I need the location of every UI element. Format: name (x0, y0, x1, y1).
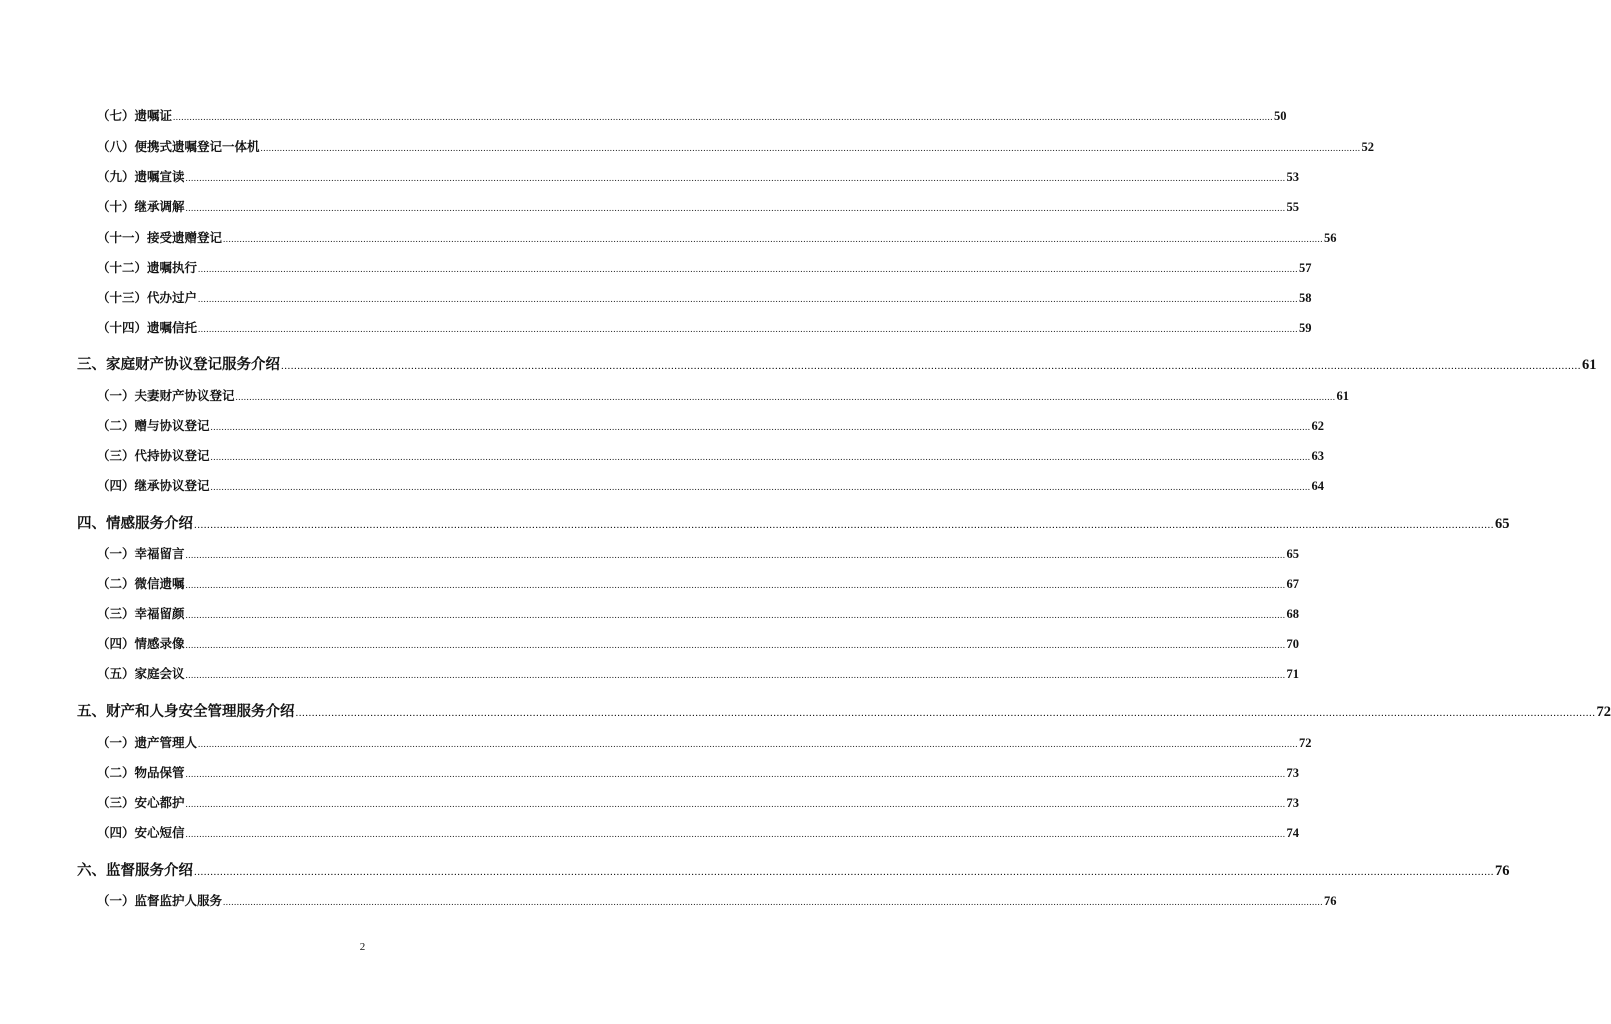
toc-entry-label: （二）微信遗嘱 (97, 576, 185, 591)
leader-dots: ................................................................................................................................................................................................................................................................................................................................................................................................................ (198, 739, 1299, 749)
toc-entry[interactable] (97, 664, 1300, 682)
leader-dots: ................................................................................................................................................................................................................................................................................................................................................................................................................ (194, 866, 1494, 878)
toc-entry[interactable] (97, 416, 1325, 434)
toc-entry[interactable] (97, 476, 1325, 494)
toc-entry[interactable] (97, 318, 1312, 336)
leader-dots: ................................................................................................................................................................................................................................................................................................................................................................................................................ (223, 897, 1324, 907)
leader-dots: ................................................................................................................................................................................................................................................................................................................................................................................................................ (173, 112, 1274, 122)
toc-entry-page: 65 (1286, 547, 1300, 561)
toc-entry[interactable] (97, 228, 1337, 246)
toc-entry-label: （一）遗产管理人 (97, 735, 198, 750)
toc-entry-page: 64 (1311, 479, 1325, 493)
toc-entry-label: （十四）遗嘱信托 (97, 320, 198, 335)
leader-dots: ................................................................................................................................................................................................................................................................................................................................................................................................................ (185, 670, 1286, 680)
toc-section[interactable] (77, 700, 1611, 721)
toc-entry-label: （二）物品保管 (97, 765, 185, 780)
toc-entry[interactable] (97, 574, 1300, 592)
toc-entry-label: （十三）代办过户 (97, 290, 198, 305)
toc-entry-page: 68 (1286, 607, 1300, 621)
leader-dots: ................................................................................................................................................................................................................................................................................................................................................................................................................ (185, 580, 1286, 590)
toc-section-label: 六、监督服务介绍 (77, 862, 193, 879)
toc-entry-label: （四）情感录像 (97, 636, 185, 651)
leader-dots: ................................................................................................................................................................................................................................................................................................................................................................................................................ (198, 264, 1299, 274)
toc-entry[interactable] (97, 167, 1300, 185)
leader-dots: ................................................................................................................................................................................................................................................................................................................................................................................................................ (185, 203, 1286, 213)
toc-entry-label: （七）遗嘱证 (97, 108, 173, 123)
leader-dots: ................................................................................................................................................................................................................................................................................................................................................................................................................ (210, 452, 1311, 462)
toc-entry-page: 58 (1299, 291, 1312, 305)
toc-section[interactable] (77, 859, 1510, 880)
leader-dots: ................................................................................................................................................................................................................................................................................................................................................................................................................ (210, 482, 1311, 492)
toc-entry-page: 72 (1299, 736, 1312, 750)
toc-entry-page: 57 (1299, 261, 1312, 275)
toc-entry-page: 56 (1324, 231, 1337, 245)
toc-entry[interactable] (97, 891, 1337, 909)
toc-entry-label: （三）安心都护 (97, 795, 185, 810)
toc-section[interactable] (77, 512, 1510, 533)
toc-entry[interactable] (97, 763, 1300, 781)
toc-entry-label: （十二）遗嘱执行 (97, 260, 198, 275)
leader-dots: ................................................................................................................................................................................................................................................................................................................................................................................................................ (185, 550, 1286, 560)
toc-entry-label: （一）夫妻财产协议登记 (97, 388, 235, 403)
toc-entry[interactable] (97, 288, 1312, 306)
leader-dots: ................................................................................................................................................................................................................................................................................................................................................................................................................ (198, 294, 1299, 304)
toc-entry-page: 55 (1286, 200, 1300, 214)
toc-section[interactable] (77, 353, 1597, 374)
toc-entry[interactable] (97, 386, 1350, 404)
leader-dots: ................................................................................................................................................................................................................................................................................................................................................................................................................ (260, 143, 1361, 153)
toc-entry[interactable] (97, 544, 1300, 562)
toc-entry-label: （十一）接受遗赠登记 (97, 230, 223, 245)
toc-entry-page: 74 (1286, 826, 1300, 840)
toc-entry[interactable] (97, 446, 1325, 464)
leader-dots: ................................................................................................................................................................................................................................................................................................................................................................................................................ (185, 640, 1286, 650)
leader-dots: ................................................................................................................................................................................................................................................................................................................................................................................................................ (281, 360, 1581, 372)
toc-section-page: 65 (1495, 516, 1510, 532)
toc-entry-page: 73 (1286, 796, 1300, 810)
leader-dots: ................................................................................................................................................................................................................................................................................................................................................................................................................ (185, 610, 1286, 620)
toc-entry[interactable] (97, 793, 1300, 811)
toc-entry-page: 52 (1361, 140, 1375, 154)
leader-dots: ................................................................................................................................................................................................................................................................................................................................................................................................................ (194, 519, 1494, 531)
toc-entry-label: （四）安心短信 (97, 825, 185, 840)
toc-entry-label: （三）幸福留颜 (97, 606, 185, 621)
toc-entry-page: 61 (1336, 389, 1350, 403)
toc-entry-page: 70 (1286, 637, 1300, 651)
toc-entry-page: 67 (1286, 577, 1300, 591)
leader-dots: ................................................................................................................................................................................................................................................................................................................................................................................................................ (210, 422, 1311, 432)
toc-entry[interactable] (97, 634, 1300, 652)
toc-entry-label: （一）监督监护人服务 (97, 893, 223, 908)
toc-entry-label: （五）家庭会议 (97, 666, 185, 681)
toc-entry-label: （八）便携式遗嘱登记一体机 (97, 139, 260, 154)
toc-entry-page: 76 (1324, 894, 1337, 908)
toc-entry-label: （四）继承协议登记 (97, 478, 210, 493)
leader-dots: ................................................................................................................................................................................................................................................................................................................................................................................................................ (185, 769, 1286, 779)
leader-dots: ................................................................................................................................................................................................................................................................................................................................................................................................................ (185, 173, 1286, 183)
toc-entry-label: （三）代持协议登记 (97, 448, 210, 463)
toc-entry-label: （一）幸福留言 (97, 546, 185, 561)
toc-entry-label: （十）继承调解 (97, 199, 185, 214)
page-number: 2 (359, 941, 366, 953)
leader-dots: ................................................................................................................................................................................................................................................................................................................................................................................................................ (223, 234, 1324, 244)
toc-entry[interactable] (97, 604, 1300, 622)
leader-dots: ................................................................................................................................................................................................................................................................................................................................................................................................................ (295, 707, 1596, 719)
toc-entry-page: 62 (1311, 419, 1325, 433)
toc-entry[interactable] (97, 823, 1300, 841)
toc-entry-page: 50 (1274, 109, 1287, 123)
toc-entry-page: 63 (1311, 449, 1325, 463)
toc-entry-label: （二）赠与协议登记 (97, 418, 210, 433)
toc-entry[interactable] (97, 106, 1287, 124)
toc-entry[interactable] (97, 733, 1312, 751)
toc-section-page: 61 (1582, 357, 1597, 373)
toc-section-label: 四、情感服务介绍 (77, 515, 193, 532)
toc-entry-page: 73 (1286, 766, 1300, 780)
toc-entry[interactable] (97, 197, 1300, 215)
toc-section-page: 72 (1596, 704, 1611, 720)
leader-dots: ................................................................................................................................................................................................................................................................................................................................................................................................................ (185, 829, 1286, 839)
toc-entry[interactable] (97, 258, 1312, 276)
toc-section-label: 三、家庭财产协议登记服务介绍 (77, 356, 280, 373)
toc-entry-page: 53 (1286, 170, 1300, 184)
leader-dots: ................................................................................................................................................................................................................................................................................................................................................................................................................ (185, 799, 1286, 809)
toc-entry-page: 71 (1286, 667, 1300, 681)
toc-section-label: 五、财产和人身安全管理服务介绍 (77, 703, 295, 720)
leader-dots: ................................................................................................................................................................................................................................................................................................................................................................................................................ (235, 392, 1336, 402)
toc-entry-page: 59 (1299, 321, 1312, 335)
leader-dots: ................................................................................................................................................................................................................................................................................................................................................................................................................ (198, 324, 1299, 334)
toc-entry-label: （九）遗嘱宣读 (97, 169, 185, 184)
toc-entry[interactable] (97, 137, 1375, 155)
toc-section-page: 76 (1495, 863, 1510, 879)
